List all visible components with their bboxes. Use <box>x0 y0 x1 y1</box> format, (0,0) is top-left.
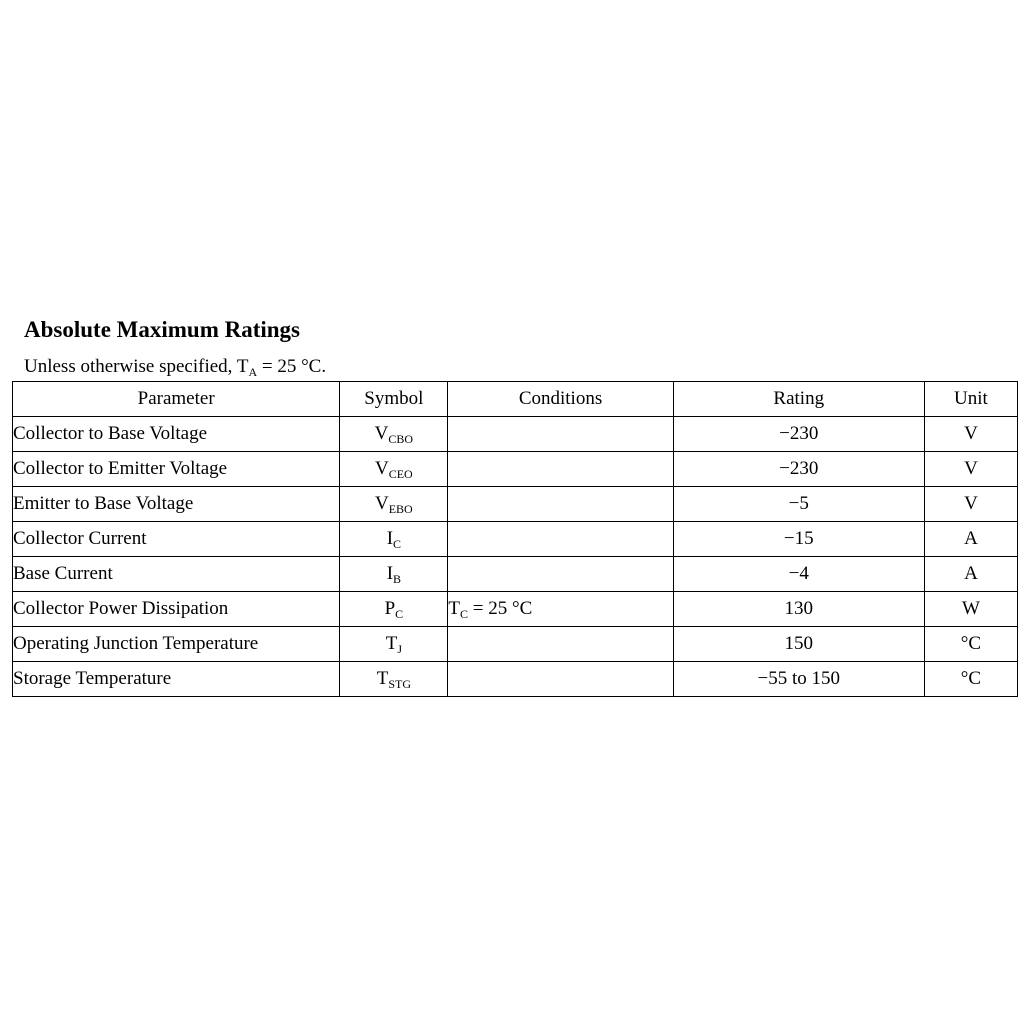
symbol-subscript: J <box>397 642 402 656</box>
symbol-main: V <box>374 423 389 444</box>
conditions-cell <box>448 627 673 662</box>
symbol-cell <box>340 627 448 662</box>
symbol-main: I <box>386 563 394 584</box>
symbol-cell <box>340 557 448 592</box>
table-row <box>13 522 1018 557</box>
symbol-cell <box>340 522 448 557</box>
symbol-main: I <box>386 528 394 549</box>
symbol-main: T <box>376 668 389 689</box>
symbol-cell <box>340 662 448 697</box>
ratings-table <box>12 381 1018 697</box>
header-unit: Unit <box>924 382 1017 417</box>
conditions-cell <box>448 592 673 627</box>
table-row <box>13 662 1018 697</box>
symbol-cell <box>340 452 448 487</box>
symbol-main: V <box>374 493 389 514</box>
symbol-cell <box>340 417 448 452</box>
conditions-cell <box>448 522 673 557</box>
note-prefix: Unless otherwise specified, T <box>24 356 249 377</box>
unit-cell: °C <box>924 662 1017 697</box>
conditions-cell <box>448 557 673 592</box>
header-parameter: Parameter <box>13 382 340 417</box>
rating-cell: −230 <box>673 417 924 452</box>
conditions-note <box>24 356 326 378</box>
symbol-cell <box>340 487 448 522</box>
conditions-cell <box>448 487 673 522</box>
rating-cell: −5 <box>673 487 924 522</box>
header-symbol: Symbol <box>340 382 448 417</box>
header-conditions: Conditions <box>448 382 673 417</box>
parameter-cell: Storage Temperature <box>13 662 340 697</box>
symbol-main: T <box>385 633 398 654</box>
cond-subscript: C <box>460 607 469 621</box>
table-row <box>13 452 1018 487</box>
table-row <box>13 487 1018 522</box>
unit-cell: A <box>924 557 1017 592</box>
unit-cell: V <box>924 417 1017 452</box>
unit-cell: V <box>924 487 1017 522</box>
symbol-main: V <box>374 458 389 479</box>
conditions-cell <box>448 417 673 452</box>
parameter-cell: Collector to Emitter Voltage <box>13 452 340 487</box>
parameter-cell: Collector Current <box>13 522 340 557</box>
conditions-cell <box>448 662 673 697</box>
rating-cell: −55 to 150 <box>673 662 924 697</box>
parameter-cell: Operating Junction Temperature <box>13 627 340 662</box>
symbol-subscript: B <box>393 572 402 586</box>
parameter-cell: Collector Power Dissipation <box>13 592 340 627</box>
table-row <box>13 557 1018 592</box>
table-row <box>13 592 1018 627</box>
rating-cell: 150 <box>673 627 924 662</box>
conditions-cell <box>448 452 673 487</box>
header-row <box>13 382 1018 417</box>
symbol-main: P <box>384 598 396 619</box>
section-title: Absolute Maximum Ratings <box>24 317 301 342</box>
symbol-subscript: C <box>395 607 404 621</box>
rating-cell: −230 <box>673 452 924 487</box>
symbol-subscript: CBO <box>388 432 414 446</box>
parameter-cell: Collector to Base Voltage <box>13 417 340 452</box>
unit-cell: V <box>924 452 1017 487</box>
rating-cell: 130 <box>673 592 924 627</box>
symbol-subscript: C <box>393 537 402 551</box>
unit-cell: A <box>924 522 1017 557</box>
table-row <box>13 417 1018 452</box>
header-rating: Rating <box>673 382 924 417</box>
cond-rest: = 25 °C <box>468 598 533 619</box>
parameter-cell: Emitter to Base Voltage <box>13 487 340 522</box>
table-row <box>13 627 1018 662</box>
symbol-subscript: EBO <box>388 502 413 516</box>
unit-cell: W <box>924 592 1017 627</box>
symbol-subscript: STG <box>388 677 411 691</box>
parameter-cell: Base Current <box>13 557 340 592</box>
note-subscript: A <box>248 365 258 379</box>
rating-cell: −4 <box>673 557 924 592</box>
symbol-cell <box>340 592 448 627</box>
cond-main: T <box>448 598 461 619</box>
note-suffix: = 25 °C. <box>257 356 327 377</box>
unit-cell: °C <box>924 627 1017 662</box>
symbol-subscript: CEO <box>388 467 413 481</box>
rating-cell: −15 <box>673 522 924 557</box>
